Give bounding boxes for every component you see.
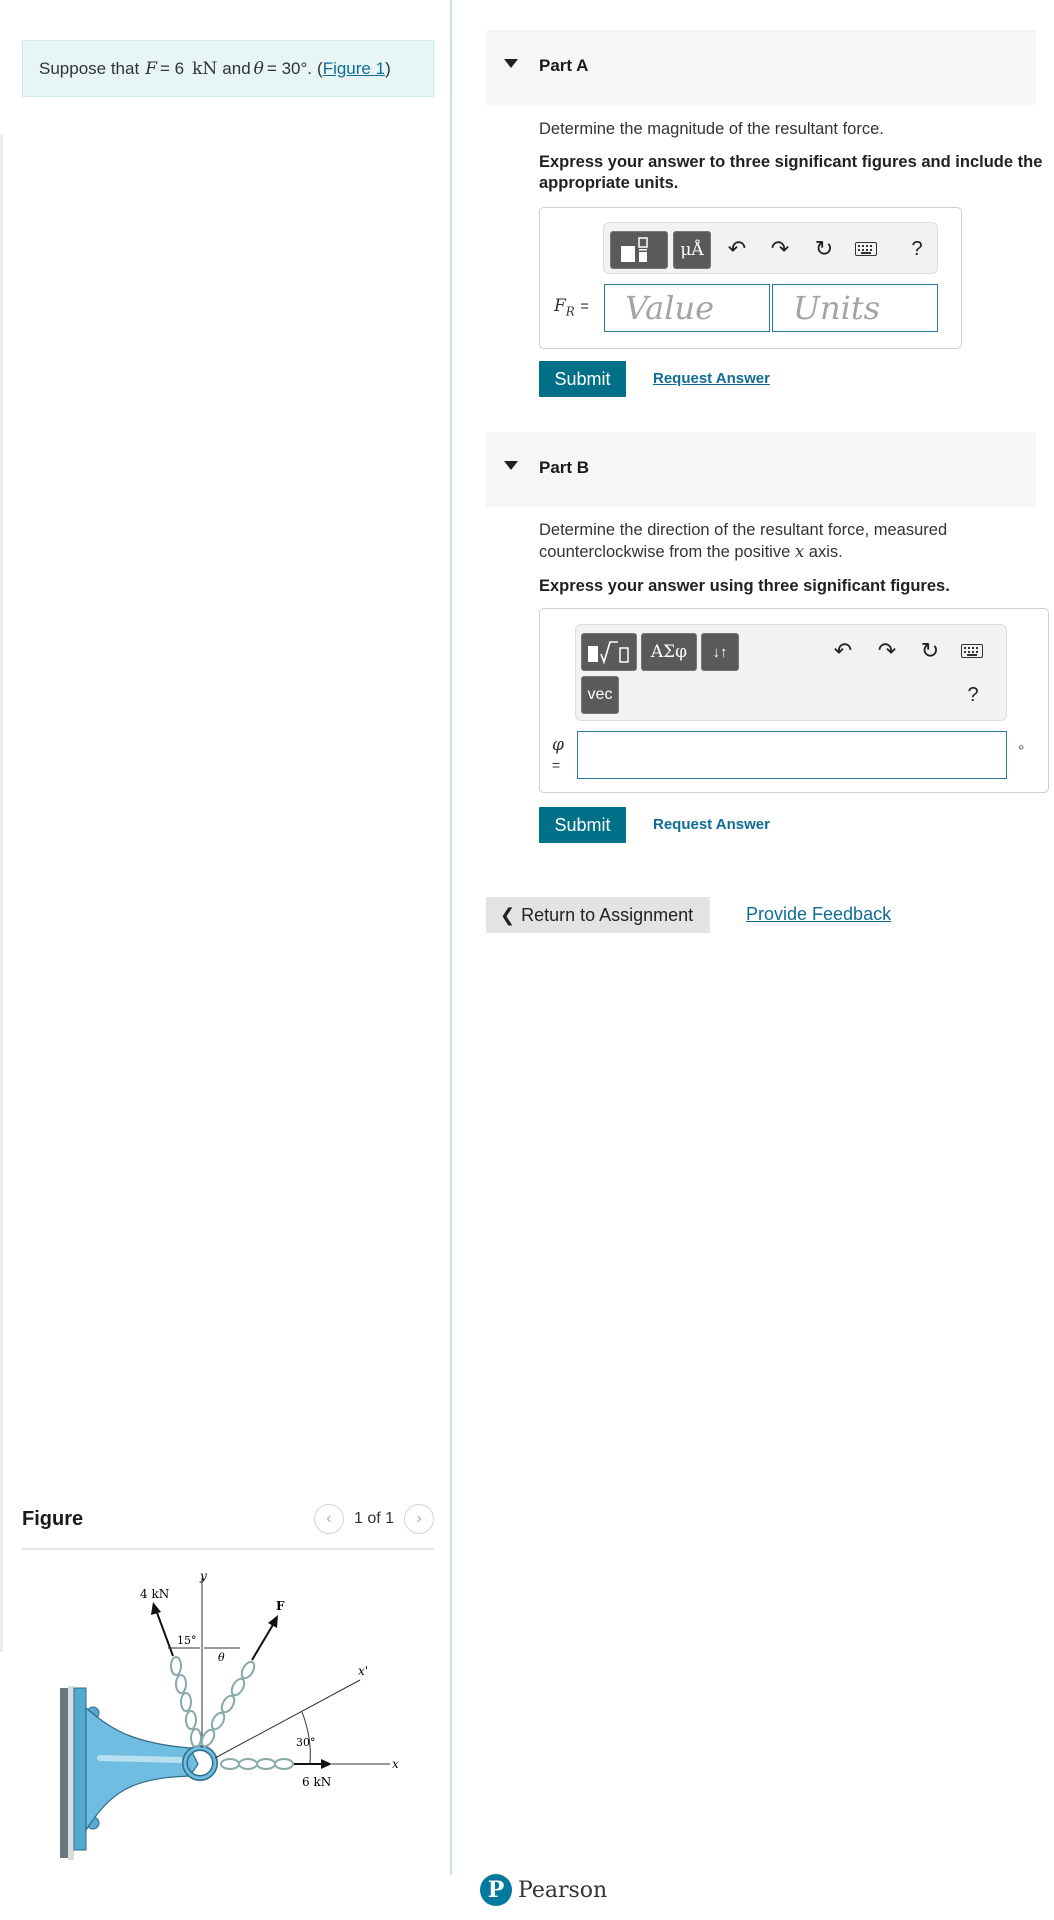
x-prime-axis <box>215 1680 360 1758</box>
greek-symbols-button[interactable]: ΑΣφ <box>641 633 697 671</box>
part-a-question: Determine the magnitude of the resultant force. <box>539 120 884 138</box>
chain-6kn <box>221 1759 293 1769</box>
value-input[interactable]: Value <box>604 284 770 332</box>
label-30: 30° <box>296 1736 316 1749</box>
prev-figure-button[interactable] <box>314 1504 344 1534</box>
part-a-toolbar <box>603 222 938 274</box>
part-a-instruction-2: appropriate units. <box>539 174 679 192</box>
return-label: Return to Assignment <box>521 904 694 925</box>
keyboard-icon[interactable] <box>961 644 983 658</box>
bracket-plate <box>74 1688 86 1850</box>
next-figure-button[interactable] <box>404 1504 434 1534</box>
left-panel <box>0 0 450 1920</box>
provide-feedback-link[interactable]: Provide Feedback <box>746 904 892 924</box>
paren-open: ( <box>317 58 323 78</box>
problem-text: Suppose that <box>39 58 140 78</box>
problem-eq2: = 30°. <box>266 58 313 78</box>
templates-sqrt-icon <box>586 638 632 666</box>
arrow-4kn-head <box>151 1602 161 1615</box>
unit-kn: kN <box>192 58 218 79</box>
label-x: x <box>392 1757 399 1771</box>
units-button[interactable] <box>673 231 711 269</box>
templates-button[interactable] <box>610 231 668 269</box>
wall-shadow <box>68 1686 74 1860</box>
part-a-instruction-1: Express your answer to three significant figures and include the <box>539 153 1043 171</box>
mu-angstrom-icon: μÅ <box>680 240 704 260</box>
var-theta: θ <box>253 58 264 79</box>
undo-icon[interactable]: ↶ <box>727 236 747 261</box>
label-x-prime: x' <box>358 1664 369 1678</box>
left-edge-bar <box>0 135 3 1652</box>
column-divider <box>450 0 452 1875</box>
part-b-request-answer-link[interactable]: Request Answer <box>653 816 770 833</box>
chain-f <box>199 1660 257 1749</box>
part-b-toolbar <box>575 624 1007 721</box>
part-b-question-2 <box>539 541 843 563</box>
part-b-title: Part B <box>539 458 590 477</box>
label-f: F <box>276 1599 285 1613</box>
reset-icon[interactable]: ↻ <box>814 236 834 261</box>
figure-link[interactable]: Figure 1 <box>322 58 386 78</box>
pearson-logo <box>480 1874 607 1906</box>
redo-icon[interactable]: ↷ <box>770 236 790 261</box>
part-b-header[interactable] <box>486 432 1036 507</box>
part-a-title: Part A <box>539 56 589 75</box>
part-a-header[interactable] <box>486 30 1036 105</box>
fr-label <box>554 296 589 318</box>
label-4kn: 4 kN <box>140 1587 170 1601</box>
chevron-left-icon: ‹ <box>326 1510 332 1527</box>
figure-header <box>22 1494 434 1550</box>
arrow-f <box>252 1623 274 1660</box>
caret-down-icon <box>504 461 518 470</box>
problem-and: and <box>222 58 251 78</box>
bracket-body <box>86 1708 198 1830</box>
phi-var: φ <box>552 735 564 755</box>
fr-sub: R <box>565 304 575 319</box>
chevron-right-icon: › <box>416 1510 422 1527</box>
undo-icon[interactable]: ↶ <box>833 638 853 663</box>
part-b-answer-box <box>539 608 1049 793</box>
part-a-request-answer-link[interactable]: Request Answer <box>653 370 770 387</box>
part-b-submit-button[interactable]: Submit <box>539 807 626 843</box>
part-b-question-1: Determine the direction of the resultant force, measured <box>539 521 948 539</box>
degree-unit: ° <box>1018 743 1025 760</box>
part-a-submit-button[interactable]: Submit <box>539 361 626 397</box>
arrows-button[interactable]: ↓↑ <box>701 633 739 671</box>
caret-down-icon <box>504 59 518 68</box>
return-to-assignment-button[interactable] <box>486 897 710 933</box>
help-icon[interactable]: ? <box>967 683 979 706</box>
label-15: 15° <box>177 1634 197 1647</box>
templates-button[interactable] <box>581 633 637 671</box>
part-b-q2-b: axis. <box>808 543 843 561</box>
paren-close: ) <box>385 58 391 78</box>
units-input[interactable]: Units <box>772 284 938 332</box>
chain-4kn <box>171 1657 201 1747</box>
fr-var: F <box>554 296 566 316</box>
bracket-force-figure <box>40 1568 420 1868</box>
figure-pager <box>314 1504 434 1534</box>
problem-statement <box>22 40 434 97</box>
figure-title: Figure <box>22 1508 84 1530</box>
arrow-4kn <box>156 1610 173 1656</box>
arrow-6kn-head <box>321 1759 332 1769</box>
y-axis-label: y <box>200 1569 207 1583</box>
fr-eq: = <box>580 298 590 315</box>
vector-button[interactable]: vec <box>581 676 619 714</box>
problem-eq1: = 6 <box>160 58 185 78</box>
reset-icon[interactable]: ↻ <box>920 638 940 663</box>
phi-eq: = <box>552 757 561 773</box>
help-icon[interactable]: ? <box>911 237 923 260</box>
part-a-answer-box <box>539 207 962 349</box>
label-6kn: 6 kN <box>302 1775 332 1789</box>
wall <box>60 1688 68 1858</box>
pager-count: 1 of 1 <box>353 1510 394 1527</box>
var-f: F <box>145 58 157 79</box>
redo-icon[interactable]: ↷ <box>877 638 897 663</box>
part-b-instruction: Express your answer using three significant figures. <box>539 577 950 595</box>
bracket-highlight <box>100 1758 180 1760</box>
keyboard-icon[interactable] <box>855 242 877 256</box>
chevron-left-icon: ❮ <box>500 904 516 925</box>
templates-icon <box>619 236 659 264</box>
phi-input[interactable] <box>577 731 1007 779</box>
pearson-wordmark: Pearson <box>518 1877 608 1903</box>
label-theta: θ <box>218 1651 225 1664</box>
phi-label <box>552 735 564 775</box>
part-b-q2-a: counterclockwise from the positive <box>539 543 791 561</box>
pearson-p-icon: P <box>480 1874 512 1906</box>
part-b-q2-var: x <box>794 542 805 561</box>
